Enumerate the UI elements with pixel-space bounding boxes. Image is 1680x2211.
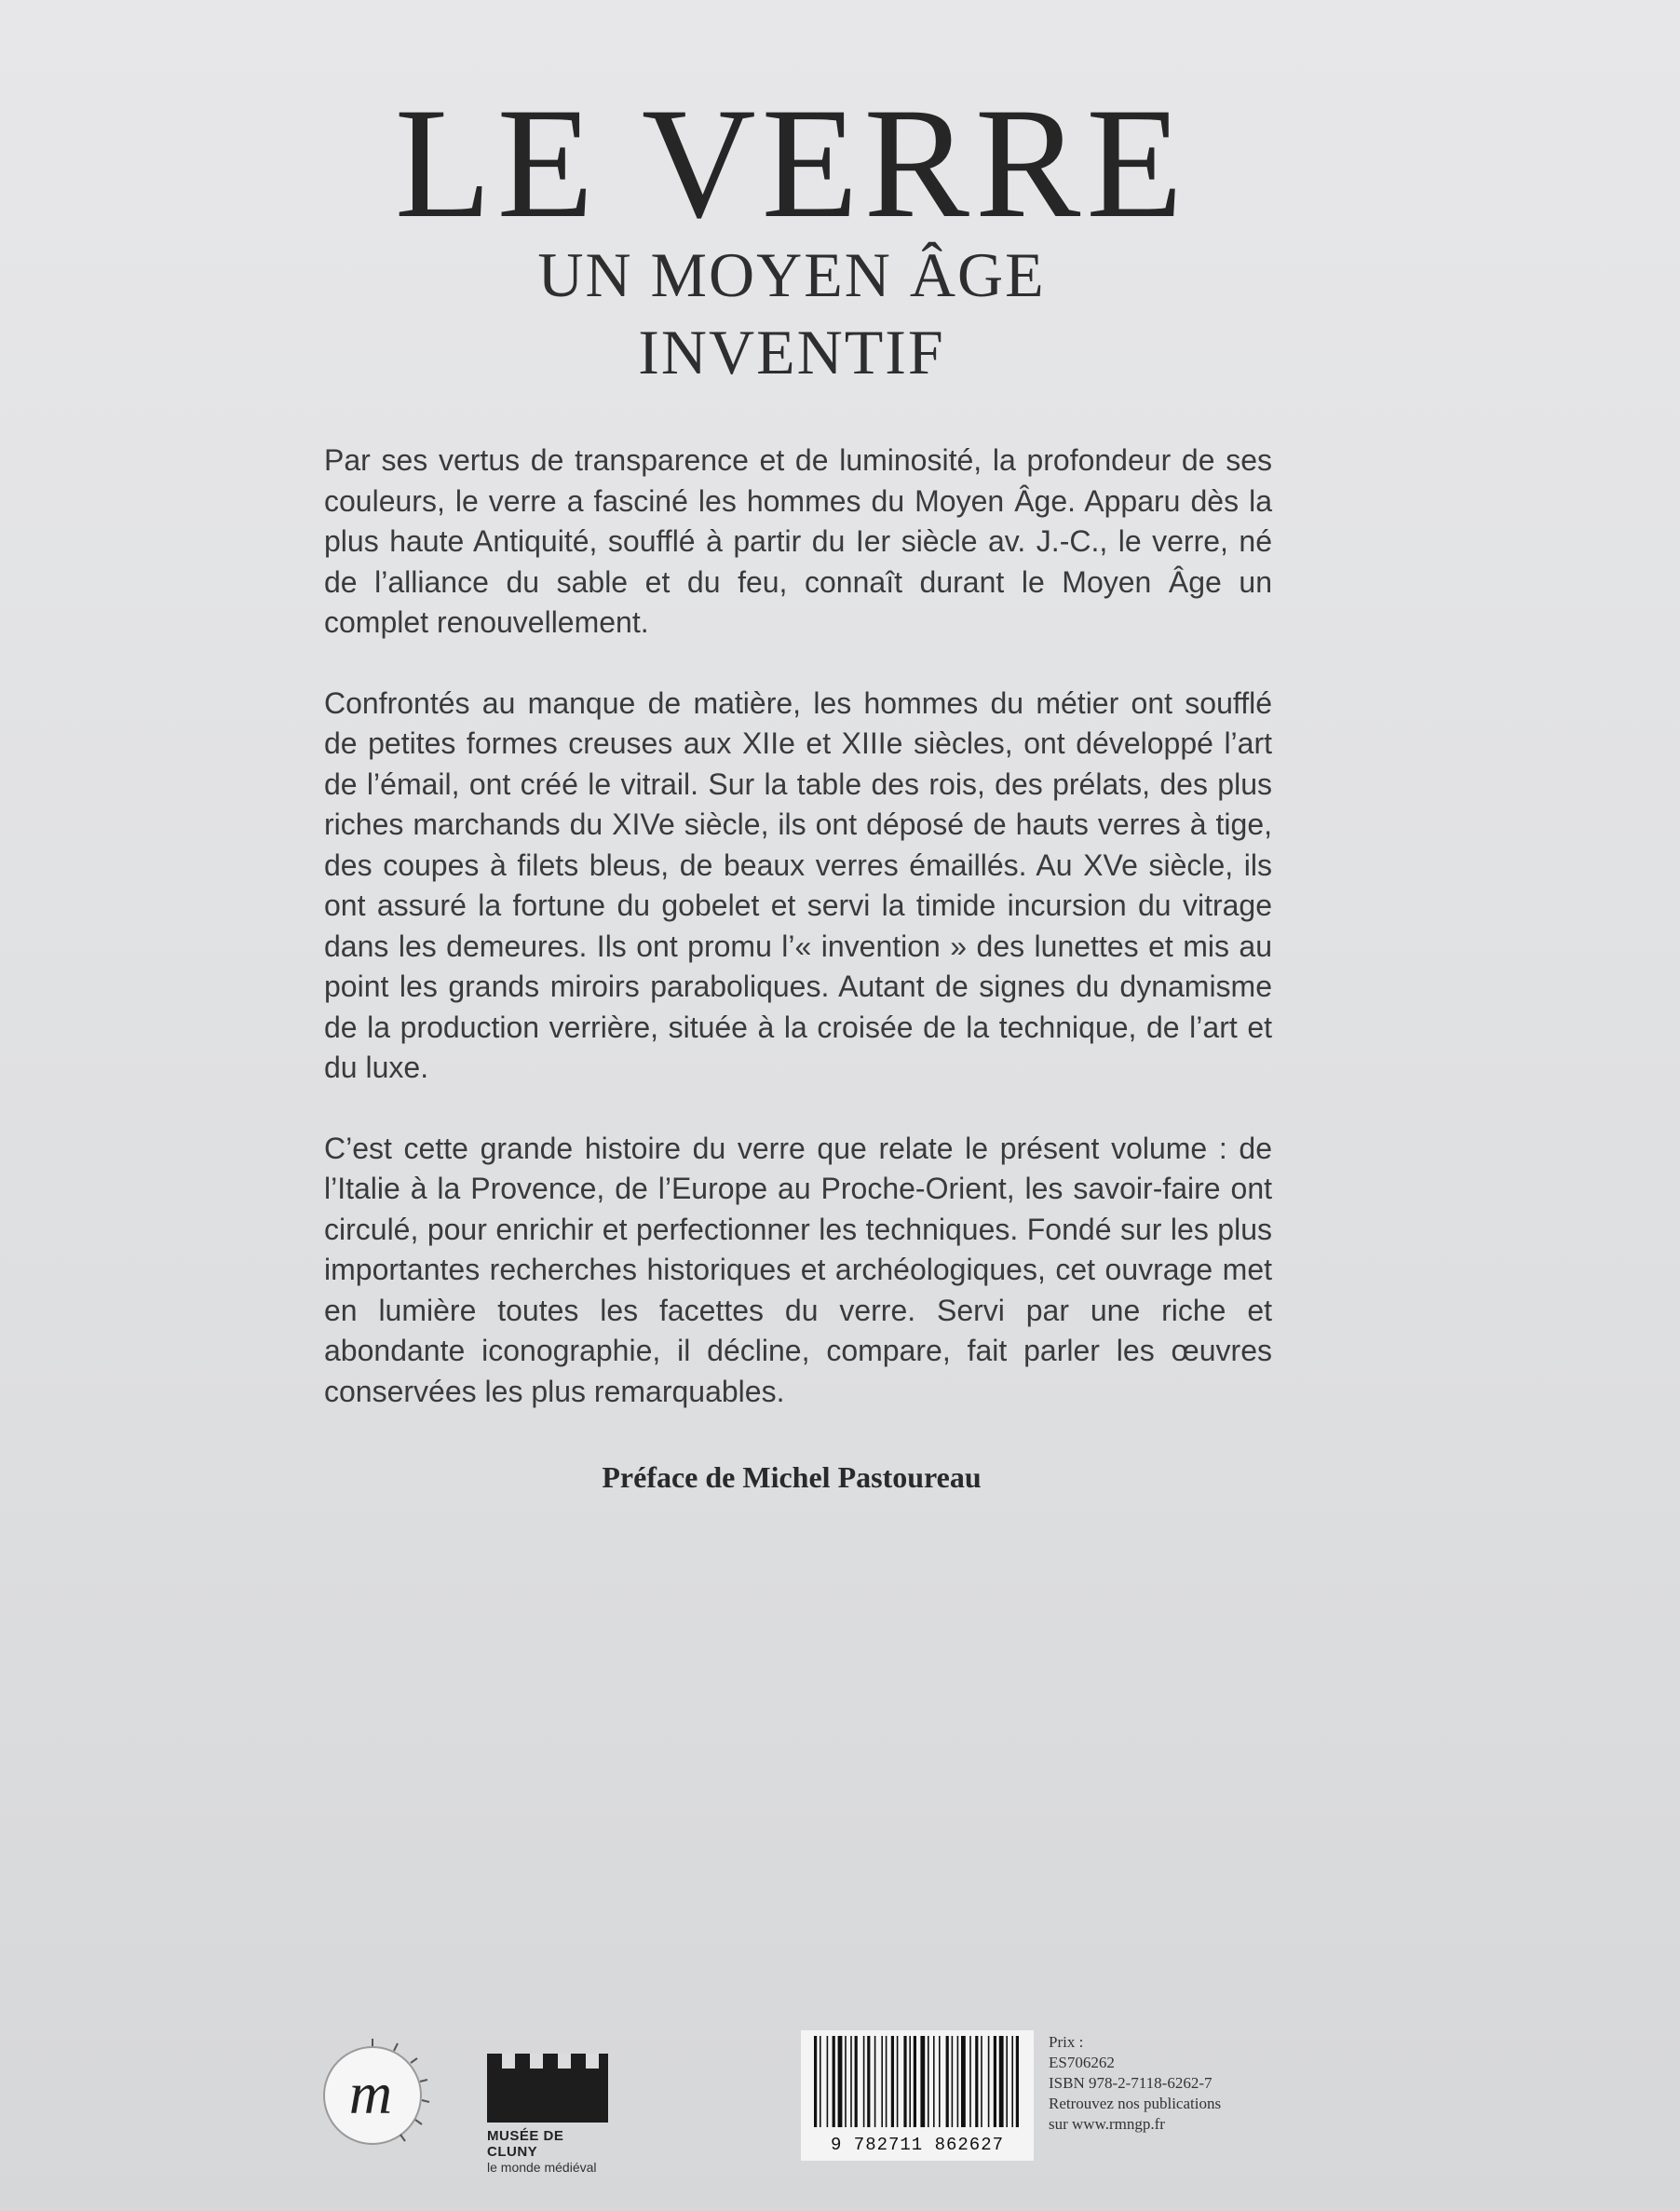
blurb xyxy=(324,441,1272,1412)
publication-info xyxy=(1049,2032,1221,2135)
blurb-paragraph-2: Confrontés au manque de matière, les hommes du métier ont soufflé de petites formes creuses aux XIIe et XIIIe siècles, ont développé l’art de l’émail, ont créé le vitrail. Sur la table des rois, des prélats, des plus riches marchands du XIVe siècle, ils ont déposé de hauts verres à tige, des coupes à filets bleus, de beaux verres émaillés. Au XVe siècle, ils ont assuré la fortune du gobelet et servi la timide incursion du vitrage dans les demeures. Ils ont promu l’« invention » des lunettes et mis au point les grands miroirs paraboliques. Autant de signes du dynamisme de la production verrière, située à la croisée de la technique, de l’art et du luxe. xyxy=(324,685,1272,1084)
museum-logo xyxy=(487,2054,608,2175)
blurb-paragraph-1: Par ses vertus de transparence et de luminosité, la profondeur de ses couleurs, le verre a fasciné les hommes du Moyen Âge. Apparu dès la plus haute Antiquité, soufflé à partir du Ier siècle av. J.-C., le verre, né de l’alliance du sable et du feu, connaît durant le Moyen Âge un complet renouvellement. xyxy=(324,443,1272,639)
isbn-barcode xyxy=(801,2030,1034,2161)
book-subtitle-line2: INVENTIF xyxy=(638,317,945,387)
publisher-logo-icon xyxy=(312,2035,433,2156)
publications-line: Retrouvez nos publications xyxy=(1049,2095,1222,2112)
publisher-logo xyxy=(312,2035,433,2156)
museum-name: MUSÉE DE CLUNY xyxy=(487,2128,564,2160)
barcode-bars xyxy=(801,2030,1034,2133)
blurb-paragraph-3: C’est cette grande histoire du verre que relate le présent volume : de l’Italie à la Provence, de l’Europe au Proche-Orient, les savoir-faire ont circulé, pour enrichir et perfectionner les techniques. Fondé sur les plus importantes recherches historiques et archéologiques, cet ouvrage met en lumière toutes les facettes du verre. Servi par une riche et abondante iconographie, il décline, compare, fait parler les œuvres conservées les plus remarquables. xyxy=(324,1131,1272,1408)
castle-battlement-icon xyxy=(487,2054,608,2123)
publisher-logo-letter: m xyxy=(348,2060,393,2126)
product-code: ES706262 xyxy=(1049,2054,1115,2071)
price-label: Prix : xyxy=(1049,2033,1084,2051)
publisher-website: sur www.rmngp.fr xyxy=(1049,2115,1165,2133)
preface-credit: Préface de Michel Pastoureau xyxy=(602,1460,982,1494)
isbn-text: ISBN 978-2-7118-6262-7 xyxy=(1049,2074,1213,2092)
barcode-digits: 9 782711 862627 xyxy=(830,2135,1005,2155)
museum-tagline: le monde médiéval xyxy=(487,2160,597,2175)
book-title: LE VERRE xyxy=(394,75,1189,251)
book-subtitle-line1: UN MOYEN ÂGE xyxy=(537,239,1046,310)
